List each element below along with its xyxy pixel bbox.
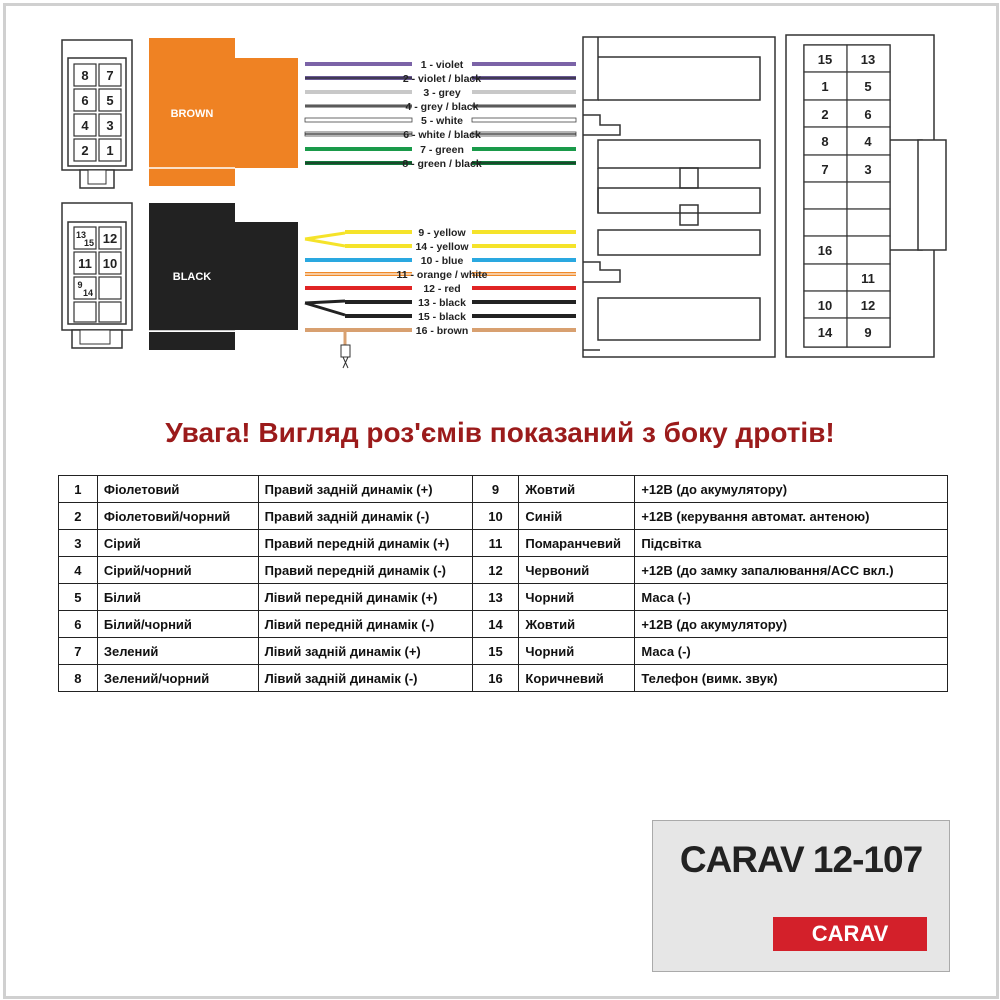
table-cell: 12 (472, 557, 519, 584)
wire-label: 14 - yellow (415, 241, 469, 253)
wire-label: 6 - white / black (403, 129, 481, 141)
table-cell: Правий задній динамік (-) (258, 503, 472, 530)
iso-pin-16: 16 (817, 243, 833, 258)
iso-pin-6: 6 (864, 107, 872, 122)
iso-pin-5: 5 (864, 79, 872, 94)
wire-label: 10 - blue (420, 255, 464, 267)
table-row (59, 584, 948, 611)
iso-pin-4: 4 (864, 134, 872, 149)
table-cell: Сірий/чорний (97, 557, 258, 584)
brown-connector-label: BROWN (170, 108, 214, 120)
table-cell: 11 (472, 530, 519, 557)
table-cell: +12В (до замку запалювання/ACC вкл.) (635, 557, 948, 584)
table-cell: Телефон (вимк. звук) (635, 665, 948, 692)
table-cell: Фіолетовий (97, 476, 258, 503)
wire-label: 9 - yellow (418, 227, 466, 239)
table-cell: Коричневий (519, 665, 635, 692)
table-cell: Фіолетовий/чорний (97, 503, 258, 530)
table-cell: Сірий (97, 530, 258, 557)
table-cell: 16 (472, 665, 519, 692)
brown-pin-5: 5 (106, 93, 114, 108)
iso-connector-side (583, 37, 775, 357)
table-cell: 2 (59, 503, 98, 530)
wire-label: 4 - grey / black (405, 101, 479, 113)
black-pin-13: 13 (75, 230, 87, 240)
wire-label: 2 - violet / black (402, 73, 482, 85)
iso-pin-3: 3 (864, 162, 872, 177)
black-connector-label: BLACK (172, 271, 212, 283)
table-row (59, 530, 948, 557)
table-cell: 13 (472, 584, 519, 611)
wire-joins (305, 233, 350, 368)
table-cell: Помаранчевий (519, 530, 635, 557)
brown-pin-1: 1 (106, 143, 114, 158)
pinout-table (58, 475, 948, 692)
iso-pin-1: 1 (821, 79, 829, 94)
table-cell: Зелений (97, 638, 258, 665)
table-cell: Лівий передній динамік (+) (258, 584, 472, 611)
table-cell: Лівий передній динамік (-) (258, 611, 472, 638)
brown-pin-4: 4 (81, 118, 89, 133)
table-cell: 1 (59, 476, 98, 503)
iso-pin-10: 10 (817, 298, 833, 313)
black-pin-9: 9 (77, 280, 83, 290)
table-row (59, 503, 948, 530)
table-cell: Маса (-) (635, 638, 948, 665)
table-cell: Підсвітка (635, 530, 948, 557)
table-cell: Жовтий (519, 476, 635, 503)
wiring-diagram (0, 0, 1000, 400)
brown-pin-6: 6 (81, 93, 89, 108)
iso-connector-face (786, 35, 946, 357)
black-connector-body (149, 203, 298, 350)
brown-pin-3: 3 (106, 118, 114, 133)
model-panel (652, 820, 950, 972)
table-cell: Зелений/чорний (97, 665, 258, 692)
table-cell: 6 (59, 611, 98, 638)
iso-pin-15: 15 (817, 52, 833, 67)
table-cell: Чорний (519, 584, 635, 611)
table-cell: 4 (59, 557, 98, 584)
table-cell: Білий/чорний (97, 611, 258, 638)
table-cell: Лівий задній динамік (-) (258, 665, 472, 692)
table-cell: Лівий задній динамік (+) (258, 638, 472, 665)
wire-label: 7 - green (420, 144, 464, 156)
table-cell: 15 (472, 638, 519, 665)
iso-pin-11: 11 (861, 271, 875, 286)
table-cell: 9 (472, 476, 519, 503)
wire-5 (472, 118, 576, 122)
table-cell: 14 (472, 611, 519, 638)
table-cell: Синій (519, 503, 635, 530)
black-pin-12: 12 (102, 231, 118, 246)
brown-pin-2: 2 (81, 143, 89, 158)
wire-5 (305, 118, 412, 122)
table-cell: Жовтий (519, 611, 635, 638)
wire-label: 1 - violet (420, 59, 464, 71)
table-cell: Червоний (519, 557, 635, 584)
iso-pin-12: 12 (860, 298, 876, 313)
wire-label: 5 - white (420, 115, 464, 127)
wire-label: 11 - orange / white (396, 269, 488, 281)
wire-label: 15 - black (418, 311, 466, 323)
table-cell: Чорний (519, 638, 635, 665)
brown-connector-body (149, 38, 298, 186)
wire-label: 3 - grey (423, 87, 461, 99)
table-cell: Маса (-) (635, 584, 948, 611)
carav-logo: CARAV (773, 917, 927, 951)
brown-pin-7: 7 (106, 68, 114, 83)
black-pin-11: 11 (78, 256, 92, 271)
table-cell: Правий задній динамік (+) (258, 476, 472, 503)
table-cell: Білий (97, 584, 258, 611)
table-cell: +12В (до акумулятору) (635, 611, 948, 638)
warning-text: Увага! Вигляд роз'ємів показаний з боку дротів! (165, 417, 835, 448)
black-connector-face (62, 203, 132, 348)
black-pin-14: 14 (82, 288, 94, 298)
table-cell: 8 (59, 665, 98, 692)
table-cell: +12В (керування автомат. антеною) (635, 503, 948, 530)
wire-label: 13 - black (418, 297, 466, 309)
table-row (59, 638, 948, 665)
table-row (59, 557, 948, 584)
wire-label: 8 - green / black (402, 158, 482, 170)
wire-label: 16 - brown (415, 325, 469, 337)
iso-pin-14: 14 (817, 325, 833, 340)
table-cell: 5 (59, 584, 98, 611)
iso-pin-2: 2 (821, 107, 829, 122)
table-row (59, 476, 948, 503)
iso-pin-9: 9 (864, 325, 872, 340)
table-cell: Правий передній динамік (-) (258, 557, 472, 584)
brown-pin-8: 8 (81, 68, 89, 83)
iso-pin-8: 8 (821, 134, 829, 149)
table-cell: 7 (59, 638, 98, 665)
table-cell: +12В (до акумулятору) (635, 476, 948, 503)
table-row (59, 665, 948, 692)
model-number: CARAV 12-107 (679, 839, 923, 880)
iso-pin-13: 13 (860, 52, 876, 67)
table-row (59, 611, 948, 638)
wire-label: 12 - red (423, 283, 461, 295)
brown-connector-face (62, 40, 132, 188)
table-cell: 3 (59, 530, 98, 557)
iso-pin-7: 7 (821, 162, 829, 177)
wire-bundle (305, 59, 576, 337)
table-cell: Правий передній динамік (+) (258, 530, 472, 557)
black-pin-15: 15 (83, 238, 95, 248)
table-cell: 10 (472, 503, 519, 530)
black-pin-10: 10 (102, 256, 118, 271)
